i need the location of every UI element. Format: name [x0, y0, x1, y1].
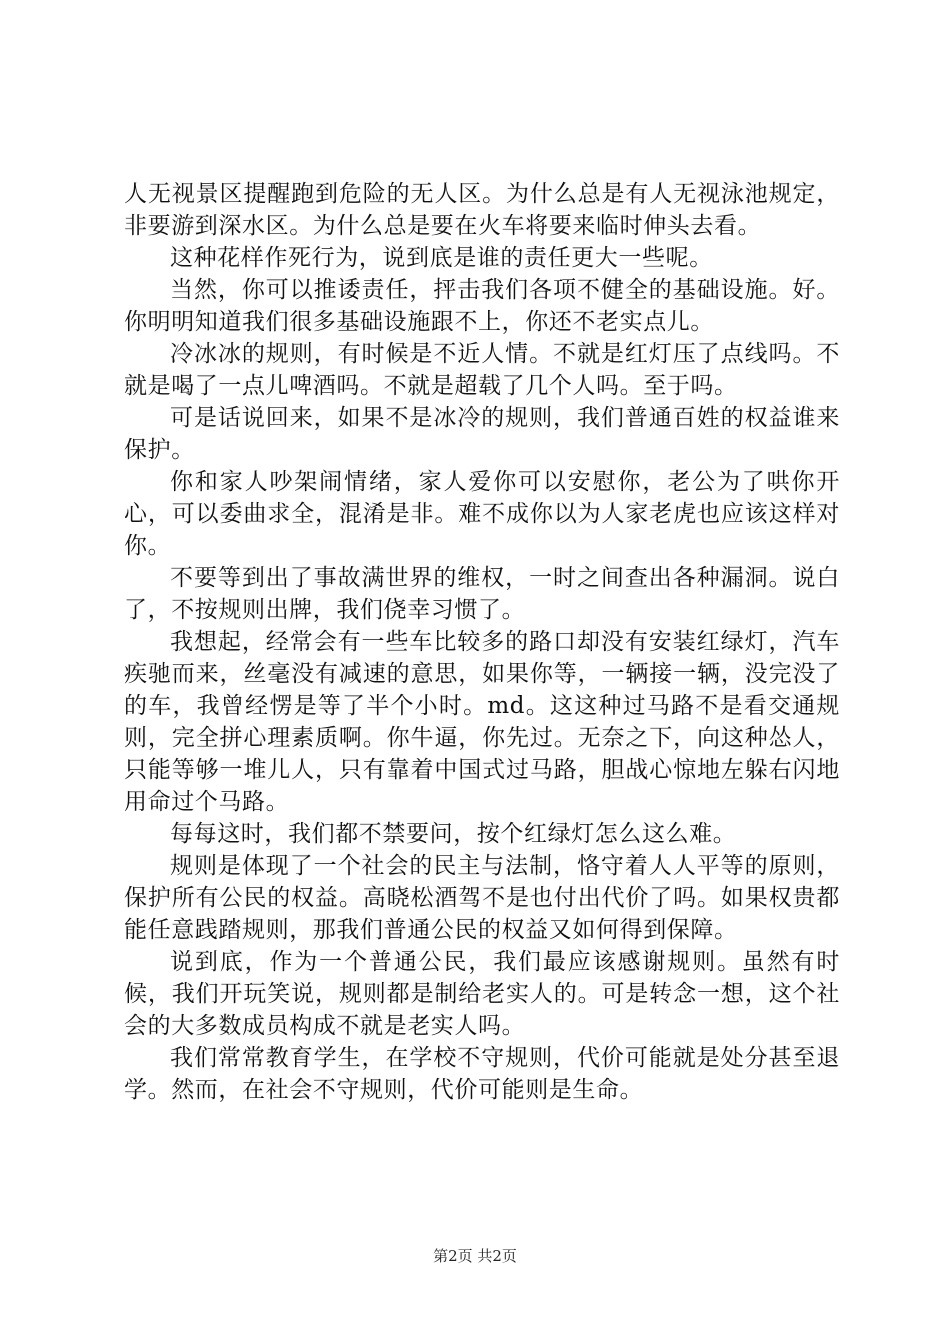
paragraph: 这种花样作死行为，说到底是谁的责任更大一些呢。	[170, 245, 713, 271]
paragraph: 说到底，作为一个普通公民，我们最应该感谢规则。虽然有时候，我们开玩笑说，规则都是制给老实人的。可是转念一想，这个社会的大多数成员构成不就是老实人吗。	[124, 949, 840, 1039]
paragraph: 每每这时，我们都不禁要问，按个红绿灯怎么这么难。	[170, 821, 737, 847]
paragraph: 人无视景区提醒跑到危险的无人区。为什么总是有人无视泳池规定，非要游到深水区。为什么总是要在火车将要来临时伸头去看。	[124, 181, 840, 239]
paragraph: 你和家人吵架闹情绪，家人爱你可以安慰你，老公为了哄你开心，可以委曲求全，混淆是非。难不成你以为人家老虎也应该这样对你。	[124, 469, 840, 559]
paragraph: 冷冰冰的规则，有时候是不近人情。不就是红灯压了点线吗。不就是喝了一点儿啤酒吗。不就是超载了几个人吗。至于吗。	[124, 341, 840, 399]
paragraph: 我想起，经常会有一些车比较多的路口却没有安装红绿灯，汽车疾驰而来，丝毫没有减速的意思，如果你等，一辆接一辆，没完没了的车，我曾经愣是等了半个小时。md。这这种过马路不是看交通规则，完全拼心理素质啊。你牛逼，你先过。无奈之下，向这种怂人，只能等够一堆儿人，只有靠着中国式过马路，胆战心惊地左躲右闪地用命过个马路。	[124, 629, 840, 815]
paragraph: 规则是体现了一个社会的民主与法制，恪守着人人平等的原则，保护所有公民的权益。高晓松酒驾不是也付出代价了吗。如果权贵都能任意践踏规则，那我们普通公民的权益又如何得到保障。	[124, 853, 840, 943]
paragraph: 当然，你可以推诿责任，抨击我们各项不健全的基础设施。好。你明明知道我们很多基础设施跟不上，你还不老实点儿。	[124, 277, 840, 335]
page-number-footer: 第2页 共2页	[433, 1247, 517, 1265]
document-body	[124, 178, 840, 1106]
paragraph: 不要等到出了事故满世界的维权，一时之间查出各种漏洞。说白了，不按规则出牌，我们侥幸习惯了。	[124, 565, 840, 623]
paragraph: 可是话说回来，如果不是冰冷的规则，我们普通百姓的权益谁来保护。	[124, 405, 840, 463]
paragraph: 我们常常教育学生，在学校不守规则，代价可能就是处分甚至退学。然而，在社会不守规则，代价可能则是生命。	[124, 1045, 840, 1103]
